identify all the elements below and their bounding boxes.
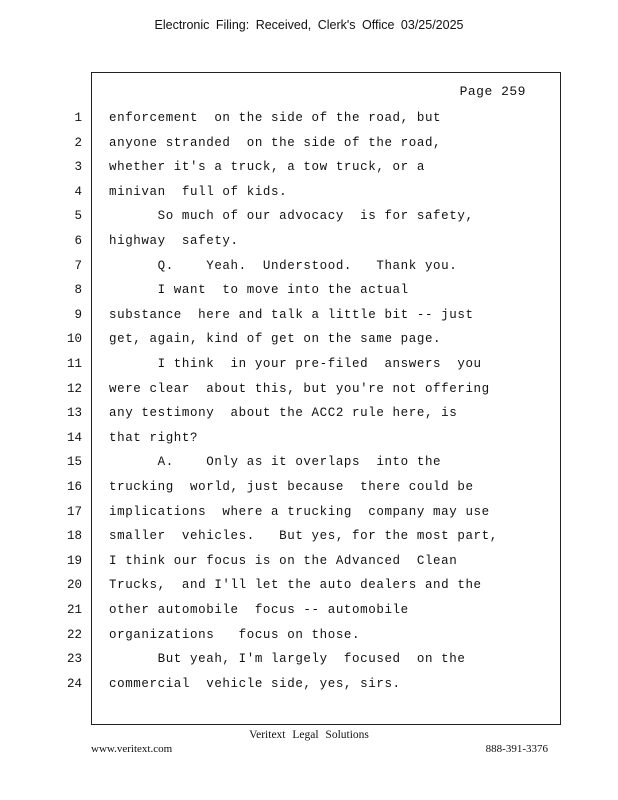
line-number: 18	[66, 529, 82, 544]
transcript-line	[0, 111, 618, 135]
transcript-line	[0, 283, 618, 307]
footer-company: Veritext Legal Solutions	[249, 729, 369, 741]
transcript-line	[0, 505, 618, 529]
line-number: 22	[66, 627, 82, 642]
transcript-line	[0, 357, 618, 381]
transcript-line	[0, 455, 618, 479]
line-text: implications where a trucking company may use	[109, 504, 490, 519]
line-text: I want to move into the actual	[109, 283, 409, 298]
transcript-line	[0, 431, 618, 455]
footer-website: www.veritext.com	[91, 743, 173, 755]
line-number: 15	[66, 455, 82, 470]
page-number: Page 259	[459, 84, 526, 99]
transcript-line	[0, 628, 618, 652]
transcript-line	[0, 332, 618, 356]
line-text: minivan full of kids.	[109, 184, 288, 199]
line-number: 3	[74, 160, 82, 175]
line-number: 21	[66, 603, 82, 617]
line-text: Q. Yeah. Understood. Thank you.	[109, 258, 458, 273]
line-text: substance here and talk a little bit -- just	[109, 307, 474, 322]
line-text: other automobile focus -- automobile	[109, 603, 409, 617]
line-text: anyone stranded on the side of the road,	[109, 135, 442, 150]
line-number: 8	[74, 283, 82, 298]
line-text: whether it's a truck, a tow truck, or a	[109, 160, 425, 175]
line-number: 19	[66, 553, 82, 568]
transcript-line	[0, 308, 618, 332]
transcript-line	[0, 480, 618, 504]
line-number: 17	[66, 504, 82, 519]
transcript-line	[0, 603, 618, 627]
line-text: any testimony about the ACC2 rule here, is	[109, 406, 458, 421]
line-text: So much of our advocacy is for safety,	[109, 209, 474, 224]
line-number: 10	[66, 332, 82, 347]
line-number: 6	[74, 234, 82, 248]
line-number: 9	[74, 307, 82, 322]
line-number: 14	[66, 430, 82, 445]
footer-phone: 888-391-3376	[485, 743, 548, 755]
line-text: that right?	[109, 430, 199, 445]
transcript-line	[0, 259, 618, 283]
transcript-line	[0, 160, 618, 184]
line-text: Trucks, and I'll let the auto dealers and the	[109, 578, 482, 593]
line-number: 12	[66, 381, 82, 396]
line-number: 20	[66, 578, 82, 593]
transcript-line	[0, 185, 618, 209]
transcript-line	[0, 209, 618, 233]
line-text: A. Only as it overlaps into the	[109, 455, 442, 470]
line-text: smaller vehicles. But yes, for the most part,	[109, 529, 498, 544]
line-text: were clear about this, but you're not offering	[109, 381, 490, 396]
transcript-line	[0, 529, 618, 553]
line-number: 24	[66, 676, 82, 691]
transcript-line	[0, 136, 618, 160]
line-text: But yeah, I'm largely focused on the	[109, 652, 466, 667]
line-text: highway safety.	[109, 234, 239, 248]
filing-stamp-header: Electronic Filing: Received, Clerk's Office 03/25/2025	[154, 18, 464, 32]
line-number: 7	[74, 258, 82, 273]
line-number: 13	[66, 406, 82, 421]
line-text: I think our focus is on the Advanced Clean	[109, 553, 458, 568]
line-number: 2	[74, 135, 82, 150]
line-text: commercial vehicle side, yes, sirs.	[109, 676, 401, 691]
line-number: 5	[74, 209, 82, 224]
line-number: 1	[74, 111, 82, 125]
line-number: 16	[66, 480, 82, 494]
transcript-line	[0, 382, 618, 406]
line-number: 11	[66, 357, 82, 371]
transcript-line	[0, 677, 618, 701]
line-text: trucking world, just because there could be	[109, 480, 474, 494]
line-text: I think in your pre-filed answers you	[109, 357, 482, 371]
line-text: organizations focus on those.	[109, 627, 361, 642]
transcript-line	[0, 406, 618, 430]
transcript-line	[0, 652, 618, 676]
line-number: 23	[66, 652, 82, 667]
line-number: 4	[74, 184, 82, 199]
line-text: enforcement on the side of the road, but	[109, 111, 442, 125]
line-text: get, again, kind of get on the same page.	[109, 332, 442, 347]
transcript-line	[0, 578, 618, 602]
transcript-line	[0, 554, 618, 578]
transcript-line	[0, 234, 618, 258]
